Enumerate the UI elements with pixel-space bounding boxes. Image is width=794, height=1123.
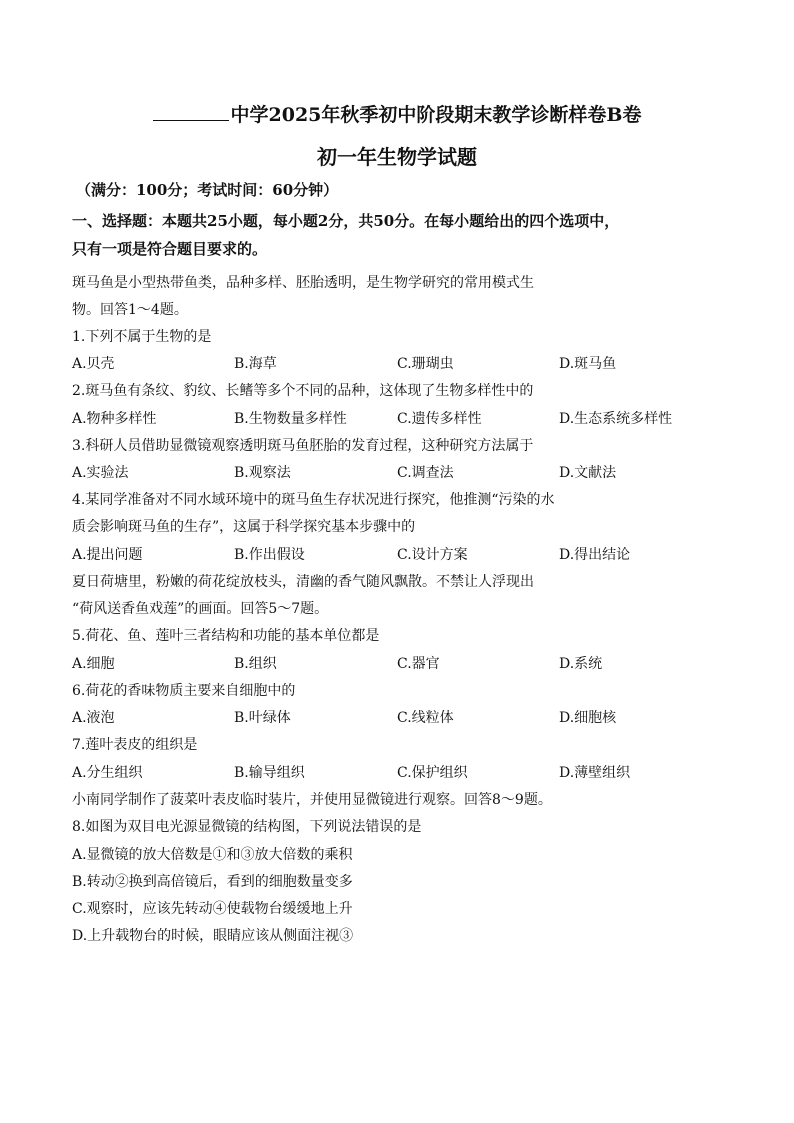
question-8-option-d[interactable]: D.上升载物台的时候，眼睛应该从侧面注视③: [72, 928, 354, 944]
section-heading: 一、选择题：本题共25小题，每小题2分，共50分。在每小题给出的四个选项中，: [72, 212, 620, 230]
question-8-stem: 8.如图为双目电光源显微镜的结构图，下列说法错误的是: [72, 819, 422, 835]
passage-lotus-cont: “荷风送香鱼戏莲”的画面。回答5～7题。: [72, 601, 329, 617]
question-4-stem: 4.某同学准备对不同水域环境中的斑马鱼生存状况进行探究，他推测“污染的水: [72, 492, 555, 508]
question-1-stem: 1.下列不属于生物的是: [72, 329, 212, 345]
exam-title-text: 中学2025年秋季初中阶段期末教学诊断样卷B卷: [230, 104, 642, 126]
exam-subtitle: 初一年生物学试题: [317, 145, 477, 169]
question-1-option-d[interactable]: D.斑马鱼: [559, 356, 617, 372]
question-4-option-b[interactable]: B.作出假设: [234, 547, 305, 563]
question-2-option-d[interactable]: D.生态系统多样性: [559, 411, 673, 427]
question-5-stem: 5.荷花、鱼、莲叶三者结构和功能的基本单位都是: [72, 628, 380, 644]
question-2-option-c[interactable]: C.遗传多样性: [397, 411, 482, 427]
question-6-option-a[interactable]: A.液泡: [72, 710, 115, 726]
passage-lotus: 夏日荷塘里，粉嫩的荷花绽放枝头，清幽的香气随风飘散。不禁让人浮现出: [72, 574, 534, 590]
question-1-option-b[interactable]: B.海草: [234, 356, 277, 372]
question-6-option-c[interactable]: C.线粒体: [397, 710, 454, 726]
school-name-blank[interactable]: [153, 102, 229, 121]
question-5-option-c[interactable]: C.器官: [397, 656, 440, 672]
question-4-option-a[interactable]: A.提出问题: [72, 547, 143, 563]
passage-microscope: 小南同学制作了菠菜叶表皮临时装片，并使用显微镜进行观察。回答8～9题。: [72, 792, 552, 808]
question-3-option-d[interactable]: D.文献法: [559, 465, 617, 481]
question-3-option-b[interactable]: B.观察法: [234, 465, 291, 481]
question-7-option-d[interactable]: D.薄壁组织: [559, 765, 631, 781]
question-3-option-c[interactable]: C.调查法: [397, 465, 454, 481]
question-8-option-b[interactable]: B.转动②换到高倍镜后，看到的细胞数量变多: [72, 874, 353, 890]
question-3-option-a[interactable]: A.实验法: [72, 465, 129, 481]
question-1-option-a[interactable]: A.贝壳: [72, 356, 115, 372]
question-2-option-b[interactable]: B.生物数量多样性: [234, 411, 347, 427]
question-4-option-d[interactable]: D.得出结论: [559, 547, 631, 563]
passage-zebrafish-cont: 物。回答1～4题。: [72, 302, 188, 318]
question-6-option-d[interactable]: D.细胞核: [559, 710, 617, 726]
question-6-option-b[interactable]: B.叶绿体: [234, 710, 291, 726]
question-4-option-c[interactable]: C.设计方案: [397, 547, 468, 563]
question-2-stem: 2.斑马鱼有条纹、豹纹、长鳍等多个不同的品种，这体现了生物多样性中的: [72, 383, 534, 399]
question-6-stem: 6.荷花的香味物质主要来自细胞中的: [72, 683, 296, 699]
question-4-stem-cont: 质会影响斑马鱼的生存”，这属于科学探究基本步骤中的: [72, 519, 416, 535]
exam-title: [0, 100, 794, 127]
question-7-stem: 7.莲叶表皮的组织是: [72, 737, 198, 753]
question-7-option-a[interactable]: A.分生组织: [72, 765, 143, 781]
question-5-option-b[interactable]: B.组织: [234, 656, 277, 672]
question-8-option-c[interactable]: C.观察时，应该先转动④使载物台缓缓地上升: [72, 901, 353, 917]
question-5-option-a[interactable]: A.细胞: [72, 656, 115, 672]
question-2-option-a[interactable]: A.物种多样性: [72, 411, 157, 427]
question-5-option-d[interactable]: D.系统: [559, 656, 603, 672]
question-7-option-c[interactable]: C.保护组织: [397, 765, 468, 781]
question-3-stem: 3.科研人员借助显微镜观察透明斑马鱼胚胎的发育过程，这种研究方法属于: [72, 438, 534, 454]
question-7-option-b[interactable]: B.输导组织: [234, 765, 305, 781]
question-8-option-a[interactable]: A.显微镜的放大倍数是①和③放大倍数的乘积: [72, 847, 353, 863]
passage-zebrafish: 斑马鱼是小型热带鱼类，品种多样、胚胎透明，是生物学研究的常用模式生: [72, 275, 534, 291]
exam-info: （满分：100分；考试时间：60分钟）: [76, 181, 339, 199]
section-heading-cont: 只有一项是符合题目要求的。: [72, 240, 268, 258]
question-1-option-c[interactable]: C.珊瑚虫: [397, 356, 454, 372]
